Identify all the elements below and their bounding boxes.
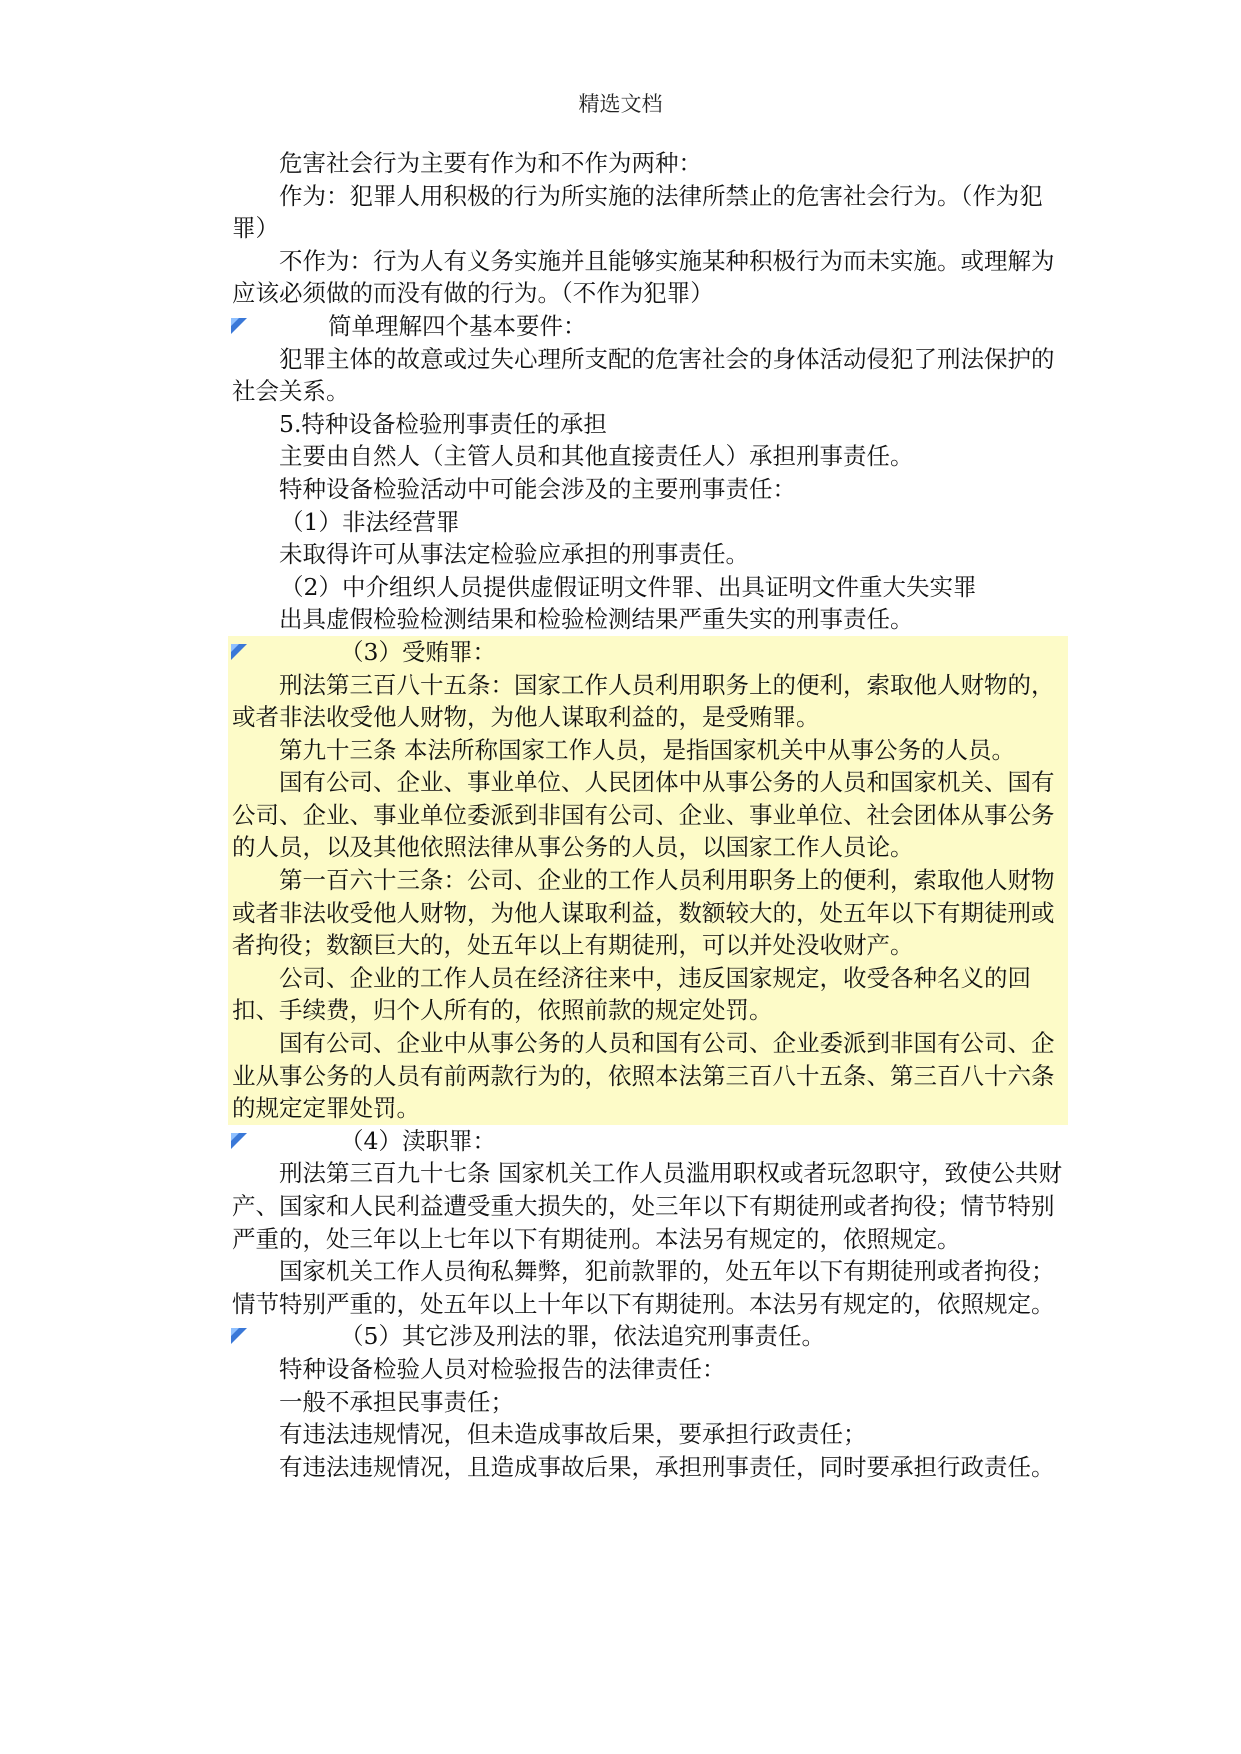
paragraph: 未取得许可从事法定检验应承担的刑事责任。 [279,540,749,569]
paragraph: 特种设备检验人员对检验报告的法律责任： [279,1354,726,1383]
paragraph: 简单理解四个基本要件： [328,311,587,340]
paragraph: 作为：犯罪人用积极的行为所实施的法律所禁止的危害社会行为。（作为犯罪） [232,181,1043,243]
bookmark-marker-icon [230,1327,248,1345]
paragraph: （4）渎职罪： [340,1126,496,1155]
paragraph: 一般不承担民事责任； [279,1387,514,1416]
paragraph: （3）受贿罪： [340,637,496,666]
marked-heading [232,636,1062,669]
paragraph: （2）中介组织人员提供虚假证明文件罪、出具证明文件重大失实罪 [280,572,977,601]
paragraph: 刑法第三百八十五条：国家工作人员利用职务上的便利，索取他人财物的，或者非法收受他人财物，为他人谋取利益的，是受贿罪。 [232,670,1055,732]
paragraph: 第九十三条 本法所称国家工作人员，是指国家机关中从事公务的人员。 [279,735,1015,764]
marked-heading [232,1320,1062,1353]
paragraph: 犯罪主体的故意或过失心理所支配的危害社会的身体活动侵犯了刑法保护的社会关系。 [232,344,1055,406]
paragraph: 不作为：行为人有义务实施并且能够实施某种积极行为而未实施。或理解为应该必须做的而没有做的行为。（不作为犯罪） [232,246,1055,308]
paragraph: 刑法第三百九十七条 国家机关工作人员滥用职权或者玩忽职守，致使公共财产、国家和人民利益遭受重大损失的，处三年以下有期徒刑或者拘役；情节特别严重的，处三年以上七年以下有期徒刑。本法另有规定的，依照规定。 [232,1159,1062,1253]
marked-heading [232,310,1062,343]
paragraph: 有违法违规情况，且造成事故后果，承担刑事责任，同时要承担行政责任。 [279,1452,1055,1481]
paragraph: 公司、企业的工作人员在经济往来中，违反国家规定，收受各种名义的回扣、手续费，归个人所有的，依照前款的规定处罚。 [232,963,1031,1025]
paragraph: 有违法违规情况，但未造成事故后果，要承担行政责任； [279,1420,867,1449]
document-body [232,147,1062,1483]
paragraph: （1）非法经营罪 [280,507,460,536]
bookmark-marker-icon [230,643,248,661]
paragraph: 国家机关工作人员徇私舞弊，犯前款罪的，处五年以下有期徒刑或者拘役；情节特别严重的，处五年以上十年以下有期徒刑。本法另有规定的，依照规定。 [232,1257,1055,1318]
marked-heading [232,1125,1062,1158]
page-header: 精选文档 [578,92,663,116]
paragraph: （5）其它涉及刑法的罪，依法追究刑事责任。 [340,1322,825,1351]
paragraph: 出具虚假检验检测结果和检验检测结果严重失实的刑事责任。 [279,605,914,634]
paragraph: 国有公司、企业、事业单位、人民团体中从事公务的人员和国家机关、国有公司、企业、事业单位委派到非国有公司、企业、事业单位、社会团体从事公务的人员，以及其他依照法律从事公务的人员，以国家工作人员论。 [232,768,1055,862]
paragraph: 危害社会行为主要有作为和不作为两种： [279,149,702,177]
paragraph: 第一百六十三条：公司、企业的工作人员利用职务上的便利，索取他人财物或者非法收受他人财物，为他人谋取利益，数额较大的，处五年以下有期徒刑或者拘役；数额巨大的，处五年以上有期徒刑，可以并处没收财产。 [232,866,1055,960]
highlighted-section [228,636,1068,1125]
bookmark-marker-icon [230,317,248,335]
paragraph: 国有公司、企业中从事公务的人员和国有公司、企业委派到非国有公司、企业从事公务的人员有前两款行为的，依照本法第三百八十五条、第三百八十六条的规定定罪处罚。 [232,1029,1055,1123]
bookmark-marker-icon [230,1132,248,1150]
paragraph: 特种设备检验活动中可能会涉及的主要刑事责任： [279,474,796,503]
paragraph: 主要由自然人（主管人员和其他直接责任人）承担刑事责任。 [279,442,914,471]
paragraph: 5.特种设备检验刑事责任的承担 [279,409,607,438]
